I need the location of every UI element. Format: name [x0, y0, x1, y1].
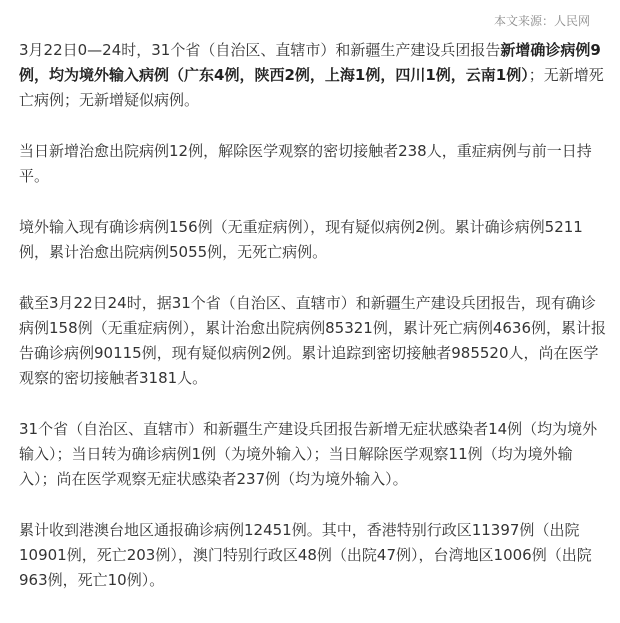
article-body: [19, 38, 609, 619]
paragraph-imported-cases: 境外输入现有确诊病例156例（无重症病例），现有疑似病例2例。累计确诊病例5211例，累计治愈出院病例5055例，无死亡病例。: [19, 218, 583, 261]
paragraph-asymptomatic: 31个省（自治区、直辖市）和新疆生产建设兵团报告新增无症状感染者14例（均为境外输入）；当日转为确诊病例1例（为境外输入）；当日解除医学观察11例（均为境外输入）；尚在医学观察无症状感染者237例（均为境外输入）。: [19, 420, 598, 488]
new-cases-lead: 3月22日0—24时，31个省（自治区、直辖市）和新疆生产建设兵团报告: [19, 41, 501, 59]
paragraph-hk-macao-taiwan: 累计收到港澳台地区通报确诊病例12451例。其中，香港特别行政区11397例（出院10901例，死亡203例），澳门特别行政区48例（出院47例），台湾地区1006例（出院963例，死亡10例）。: [19, 521, 592, 589]
source-label: 本文来源：: [493, 14, 554, 28]
article-source: [494, 12, 590, 29]
paragraph-cumulative-totals: 截至3月22日24时，据31个省（自治区、直辖市）和新疆生产建设兵团报告，现有确诊病例158例（无重症病例），累计治愈出院病例85321例，累计死亡病例4636例，累计报告确诊病例90115例，现有疑似病例2例。累计追踪到密切接触者985520人，尚在医学观察的密切接触者3181人。: [19, 294, 607, 387]
new-cases-tail: ；无新增死亡病例；无新增疑似病例。: [19, 66, 604, 109]
new-cases-highlight: 新增确诊病例9例，均为境外输入病例（广东4例，陕西2例，上海1例，四川1例，云南1例）: [19, 41, 601, 84]
source-name: 人民网: [553, 14, 590, 28]
paragraph-recoveries: 当日新增治愈出院病例12例，解除医学观察的密切接触者238人，重症病例与前一日持平。: [19, 142, 592, 185]
paragraph-new-cases: [19, 38, 609, 113]
